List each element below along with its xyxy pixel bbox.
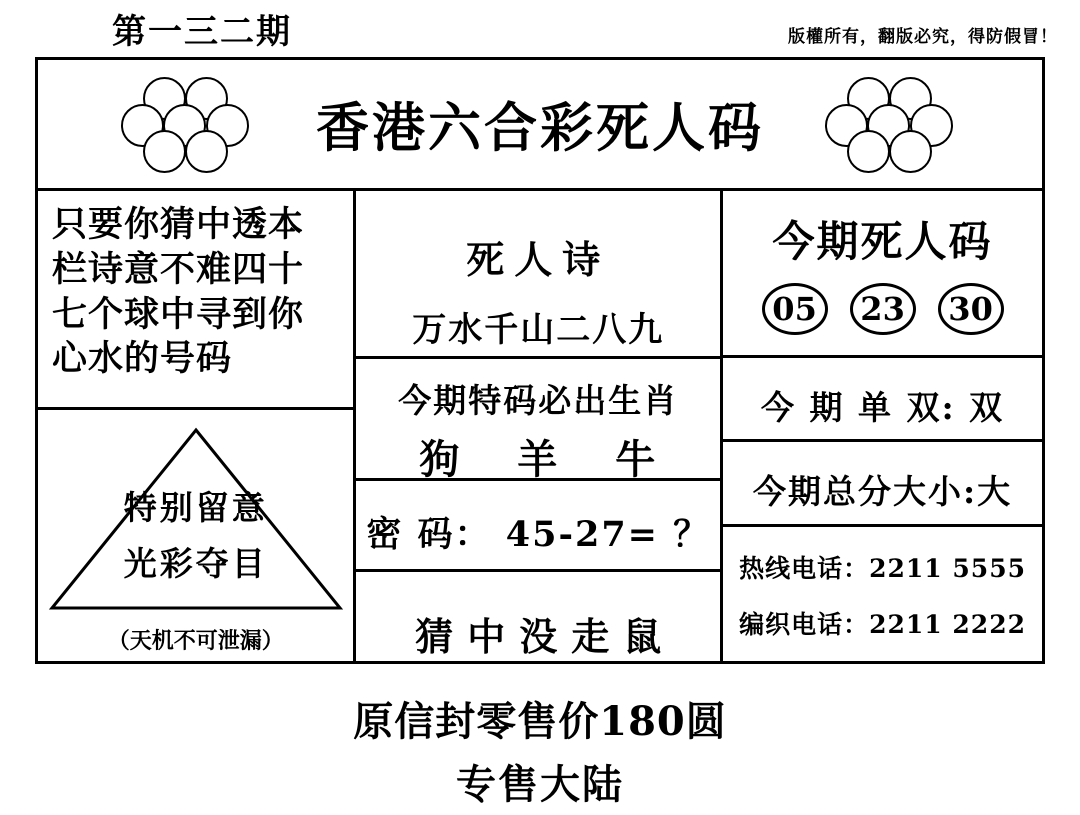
intro-poem-line-4: 心水的号码 bbox=[52, 338, 233, 380]
odd-even-cell bbox=[723, 355, 1042, 440]
guess-text: 猜中没走鼠 bbox=[415, 614, 676, 659]
footer-price: 原信封零售价180圆 bbox=[353, 698, 727, 745]
intro-poem-line-1: 只要你猜中透本 bbox=[52, 204, 305, 245]
odd-even-text: 今 期 单 双: 双 bbox=[760, 387, 1005, 427]
size-cell bbox=[723, 439, 1042, 524]
secret-code-cell bbox=[356, 478, 720, 569]
secret-code-text: 密 码： 45-27= ？ bbox=[366, 514, 711, 556]
number-ball: 30 bbox=[938, 283, 1004, 335]
main-frame bbox=[35, 57, 1045, 664]
intro-poem-line-3: 七个球中寻到你 bbox=[52, 293, 305, 335]
page-title: 香港六合彩死人码 bbox=[316, 97, 764, 159]
guess-cell bbox=[356, 569, 720, 661]
copyright-notice: 版權所有，翻版必究，得防假冒！ bbox=[788, 27, 1058, 47]
number-ball: 05 bbox=[762, 283, 828, 335]
intro-poem-cell bbox=[38, 191, 353, 407]
body-row bbox=[38, 191, 1042, 661]
death-poem-text: 万水千山二八九 bbox=[412, 310, 665, 350]
hotline-phone: 热线电话：2211 5555 bbox=[739, 554, 1026, 583]
death-numbers-row bbox=[723, 283, 1042, 335]
special-notice-line-2: 光彩夺目 bbox=[123, 544, 268, 583]
death-poem-cell bbox=[356, 191, 720, 356]
death-poem-title: 死人诗 bbox=[466, 237, 611, 282]
middle-column bbox=[356, 191, 723, 661]
contact-cell bbox=[723, 524, 1042, 661]
issue-title: 第一三二期 bbox=[112, 12, 292, 52]
footer-distribution: 专售大陆 bbox=[456, 761, 624, 808]
footer bbox=[0, 690, 1080, 810]
right-column bbox=[723, 191, 1042, 661]
header-band bbox=[38, 60, 1042, 191]
zodiac-cell bbox=[356, 356, 720, 484]
special-notice-line-1: 特别留意 bbox=[123, 488, 268, 527]
weave-phone: 编织电话：2211 2222 bbox=[739, 610, 1026, 639]
death-numbers-cell bbox=[723, 191, 1042, 355]
intro-poem-line-2: 栏诗意不难四十 bbox=[52, 248, 305, 290]
size-text: 今期总分大小:大 bbox=[752, 472, 1013, 512]
special-notice-note: （天机不可泄漏） bbox=[107, 628, 284, 654]
zodiac-label: 今期特码必出生肖 bbox=[398, 381, 679, 421]
zodiac-values: 狗 羊 牛 bbox=[419, 436, 678, 484]
number-ball: 23 bbox=[850, 283, 916, 335]
death-numbers-title: 今期死人码 bbox=[772, 217, 993, 266]
lottery-balls-icon-right bbox=[817, 77, 967, 173]
special-notice-cell bbox=[38, 407, 353, 661]
left-column bbox=[38, 191, 356, 661]
